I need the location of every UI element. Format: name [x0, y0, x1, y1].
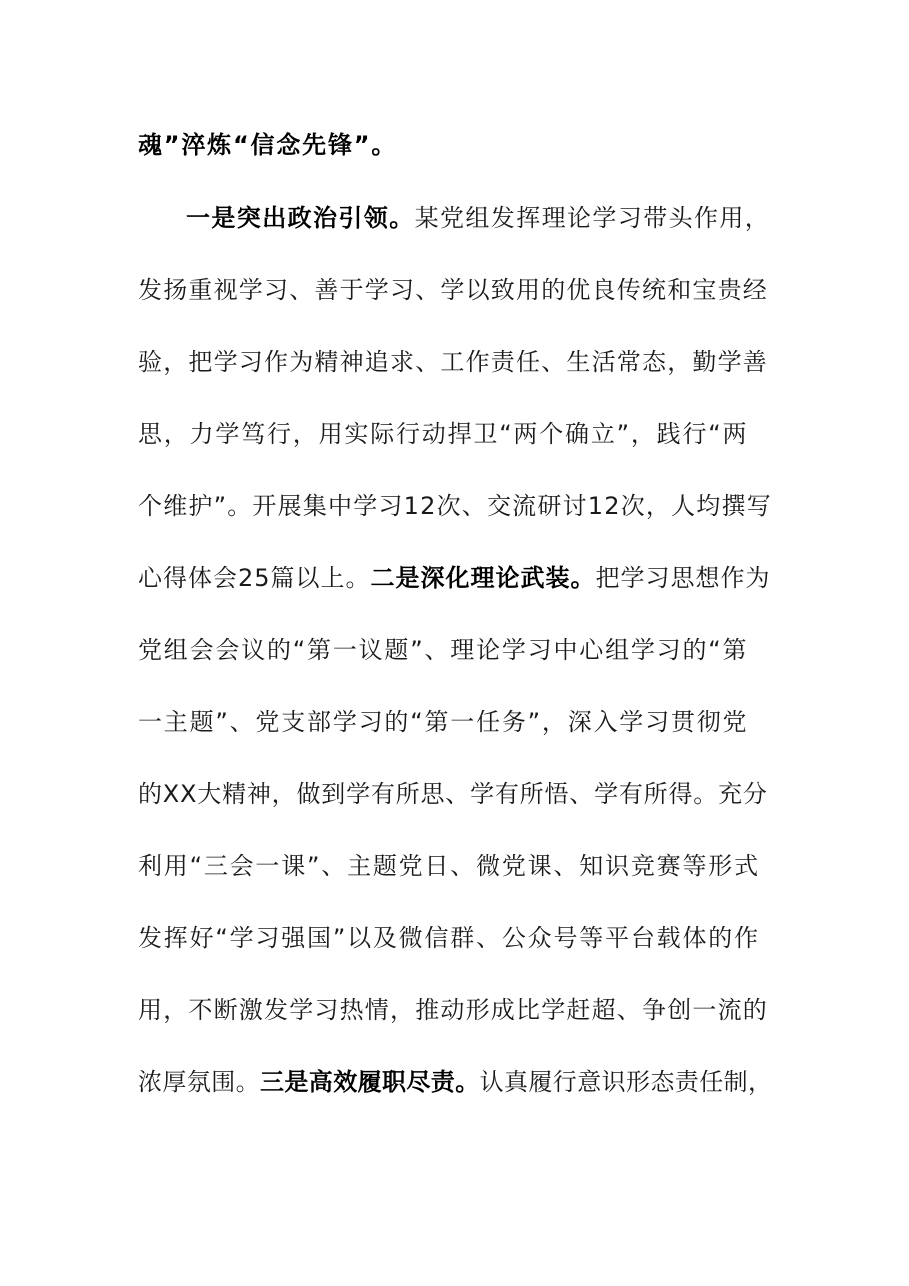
- paragraph-line: [138, 774, 772, 814]
- paragraph-line: [138, 990, 772, 1030]
- body-text: 的XX大精神，做到学有所思、学有所悟、学有所得。充分: [138, 780, 768, 808]
- body-text: 认真履行意识形态责任制，: [479, 1068, 773, 1096]
- body-text: 发挥好“学习强国”以及微信群、公众号等平台载体的作: [138, 924, 760, 952]
- paragraph-line: [138, 486, 772, 526]
- paragraph-line: [138, 702, 772, 742]
- body-text: 浓厚氛围。: [138, 1068, 260, 1096]
- body-text: 某党组发挥理论学习带头作用，: [414, 204, 771, 232]
- body-text: 思，力学笃行，用实际行动捍卫“两个确立”，践行“两: [138, 420, 749, 448]
- paragraph-line: [138, 125, 772, 165]
- paragraph-line: [138, 270, 772, 310]
- paragraph-line: [138, 1062, 772, 1102]
- paragraph-line: [138, 558, 772, 598]
- body-text: 党组会会议的“第一议题”、理论学习中心组学习的“第: [138, 636, 749, 664]
- body-text: 心得体会25篇以上。: [138, 564, 371, 592]
- body-text: 一主题”、党支部学习的“第一任务”，深入学习贯彻党: [138, 708, 749, 736]
- section-heading: 三是高效履职尽责。: [260, 1068, 480, 1096]
- section-heading: 二是深化理论武装。: [370, 564, 596, 592]
- body-text: 利用“三会一课”、主题党日、微党课、知识竞赛等形式: [138, 852, 760, 880]
- body-text: 把学习思想作为: [595, 564, 771, 592]
- paragraph-line: [138, 846, 772, 886]
- paragraph-line: [138, 342, 772, 382]
- body-text: 验，把学习作为精神追求、工作责任、生活常态，勤学善: [138, 348, 768, 376]
- bold-text: 魂”淬炼“信念先锋”。: [138, 131, 398, 159]
- body-text: 用，不断激发学习热情，推动形成比学赶超、争创一流的: [138, 996, 768, 1024]
- section-heading: 一是突出政治引领。: [186, 204, 415, 232]
- paragraph-line: [138, 414, 772, 454]
- paragraph-line: [186, 198, 772, 238]
- paragraph-line: [138, 630, 772, 670]
- body-text: 发扬重视学习、善于学习、学以致用的优良传统和宝贵经: [138, 276, 768, 304]
- body-text: 个维护”。开展集中学习12次、交流研讨12次，人均撰写: [138, 492, 772, 520]
- paragraph-line: [138, 918, 772, 958]
